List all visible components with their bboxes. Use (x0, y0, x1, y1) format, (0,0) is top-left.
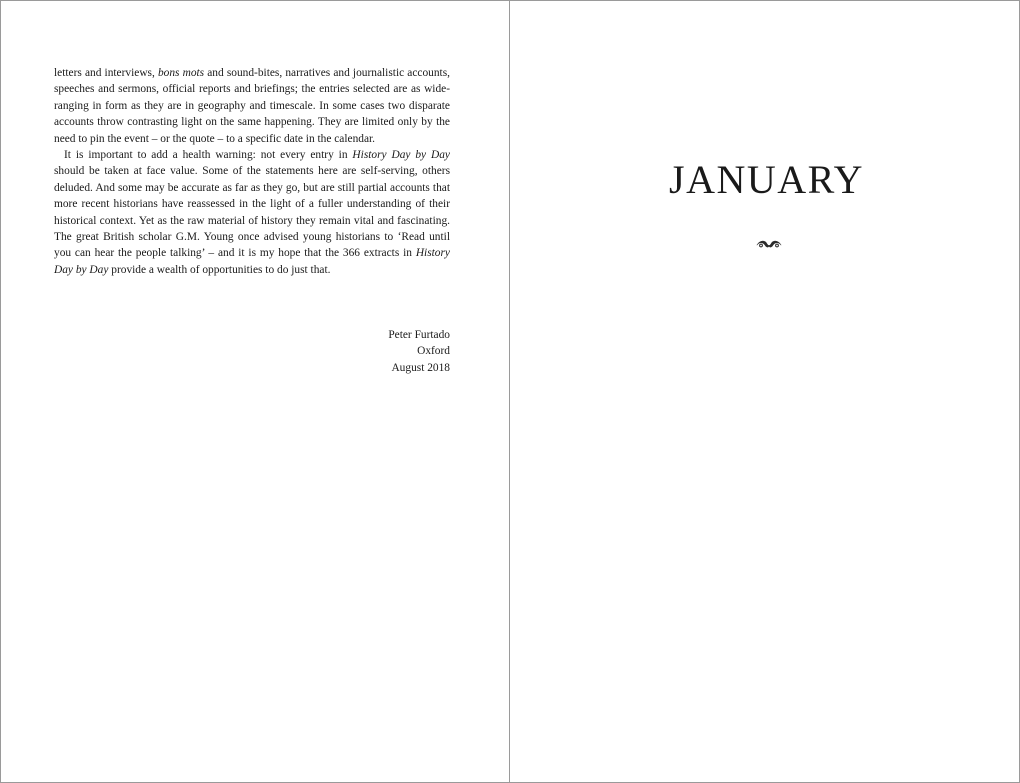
text-segment: and sound-bites, narratives and journalistic accounts, speeches and sermons, official reports and briefings; the entries selected are as wide-ranging in form as they are in geography and timescale. In some cases two disparate accounts throw contrasting light on the same happening. They are limited only by the need to pin the event – or the quote – to a specific date in the calendar. (54, 67, 450, 145)
author-name: Peter Furtado (388, 329, 450, 341)
author-signoff (54, 327, 450, 376)
body-text (54, 65, 450, 278)
signoff-date: August 2018 (391, 361, 450, 374)
text-segment: letters and interviews, (54, 67, 158, 79)
book-title-italic: History Day by Day (352, 149, 450, 162)
text-segment: provide a wealth of opportunities to do just that. (108, 263, 331, 276)
text-segment: should be taken at face value. Some of the statements here are self-serving, others deluded. And some may be accurate as far as they go, but are still partial accounts that more recent historians have reassessed in the light of a fuller understanding of their historical context. Yet as the raw material of history they remain vital and fascinating. The great British scholar G.M. Young once advised young historians to ‘Read until you can hear the people talking’ – and it is my hope that the 366 extracts in (54, 165, 450, 260)
left-page (1, 1, 510, 782)
right-page (511, 1, 1019, 782)
paragraph-1 (54, 65, 450, 147)
flourish-ornament-icon (755, 237, 783, 251)
italic-phrase: bons mots (157, 67, 205, 79)
chapter-title: JANUARY (669, 157, 864, 202)
paragraph-2 (54, 147, 450, 278)
text-segment: It is important to add a health warning: not every entry in (64, 149, 353, 162)
book-title-italic: History Day by Day (54, 247, 450, 276)
author-place: Oxford (417, 345, 450, 358)
